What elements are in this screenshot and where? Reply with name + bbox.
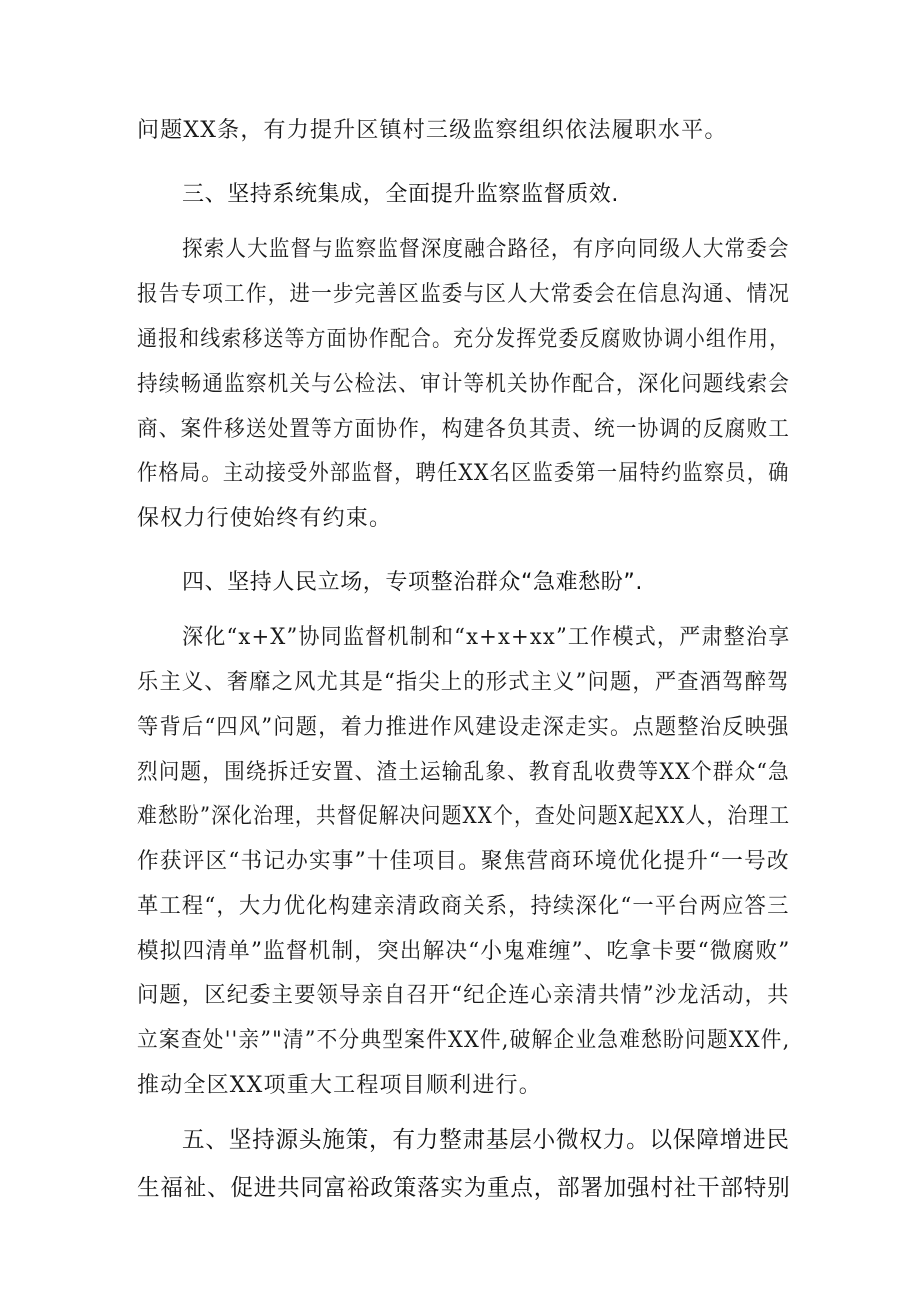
body-line: 乐主义、奢靡之风尤其是“指尖上的形式主义”问题，严查酒驾醉驾	[137, 670, 790, 695]
body-line: 生福祉、促进共同富裕政策落实为重点，部署加强村社干部特别	[137, 1175, 791, 1201]
body-line: 问题XX条，有力提升区镇村三级监察组织依法履职水平。	[137, 118, 728, 143]
body-line: 推动全区XX项重大工程项目顺利进行。	[137, 1073, 542, 1098]
body-line: 立案查处''亲”"清”不分典型案件XX件,破解企业急难愁盼问题XX件,	[137, 1028, 791, 1053]
body-line: 模拟四清单”监督机制，突出解决“小鬼难缠”、吃拿卡要“微腐败”	[137, 939, 791, 964]
section-heading-3: 三、坚持系统集成，全面提升监察监督质效.	[182, 182, 619, 207]
body-line: 报告专项工作，进一步完善区监委与区人大常委会在信息沟通、情况	[137, 282, 791, 307]
paragraph-first-line: 深化“x+X”协同监督机制和“x+x+xx”工作模式，严肃整治享	[182, 625, 791, 650]
section-heading-5: 五、坚持源头施策，有力整肃基层小微权力。以保障增进民	[182, 1127, 790, 1153]
body-line: 作格局。主动接受外部监督，聘任XX名区监委第一届特约监察员，确	[137, 461, 790, 486]
body-line: 问题，区纪委主要领导亲自召开“纪企连心亲清共情”沙龙活动，共	[137, 983, 790, 1008]
body-line: 等背后“四风”问题，着力推进作风建设走深走实。点题整治反映强	[137, 715, 790, 740]
body-line: 保权力行使始终有约束。	[137, 506, 393, 531]
body-line: 革工程“，大力优化构建亲清政商关系，持续深化“一平台两应答三	[137, 894, 790, 919]
section-heading-4: 四、坚持人民立场，专项整治群众“急难愁盼”.	[182, 570, 643, 595]
body-line: 通报和线索移送等方面协作配合。充分发挥党委反腐败协调小组作用，	[137, 327, 791, 352]
paragraph-first-line: 探索人大监督与监察监督深度融合路径，有序向同级人大常委会	[182, 237, 790, 262]
body-line: 作获评区“书记办实事”十佳项目。聚焦营商环境优化提升“一号改	[137, 849, 790, 874]
body-line: 烈问题，围绕拆迁安置、渣土运输乱象、教育乱收费等XX个群众“急	[137, 760, 790, 785]
body-line: 难愁盼”深化治理，共督促解决问题XX个，查处问题X起XX人，治理工	[137, 804, 791, 829]
body-line: 持续畅通监察机关与公检法、审计等机关协作配合，深化问题线索会	[137, 372, 791, 397]
body-line: 商、案件移送处置等方面协作，构建各负其责、统一协调的反腐败工	[137, 417, 791, 442]
